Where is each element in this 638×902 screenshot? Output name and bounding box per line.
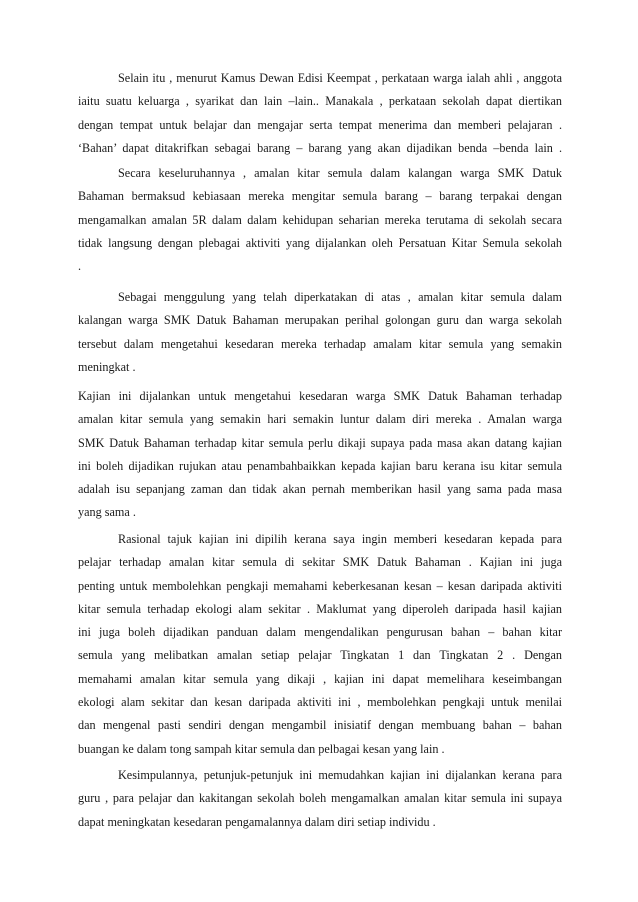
text-line: Sebagai menggulung yang telah diperkatakan di atas , amalan kitar semula dalam (118, 290, 562, 304)
text-line: ekologi alam sekitar dan kesan daripada aktiviti ini , membolehkan pengkaji untuk menilai (78, 695, 562, 710)
paragraph-6 (78, 764, 562, 834)
text-line: dengan tempat untuk belajar dan mengajar serta tempat menerima dan memberi pelajaran . (78, 117, 562, 132)
text-line: tersebut dalam mengetahui kesedaran mereka terhadap amalam kitar semula yang semakin (78, 336, 562, 351)
text-line: yang sama . (78, 505, 136, 520)
text-line: dan mengenal pasti sendiri dengan mengambil inisiatif dengan membuang bahan – bahan (78, 718, 562, 733)
text-line: dapat meningkatan kesedaran pengamalannya dalam diri setiap individu . (78, 814, 436, 829)
paragraph-3 (78, 286, 562, 379)
text-line: amalan kitar semula yang semakin hari semakin luntur dalam diri mereka . Amalan warga (78, 412, 562, 427)
text-line: semula yang melibatkan amalan setiap pelajar Tingkatan 1 dan Tingkatan 2 . Dengan (78, 648, 562, 663)
text-line: kitar semula terhadap ekologi alam sekitar . Maklumat yang diperoleh daripada hasil kajian (78, 601, 562, 616)
text-line: memahami amalan kitar semula yang dikaji , kajian ini dapat memelihara keseimbangan (78, 671, 562, 686)
text-line: mengamalkan amalan 5R dalam dalam kehidupan seharian mereka terutama di sekolah secara (78, 212, 562, 227)
text-line: . (78, 259, 82, 274)
paragraph-5 (78, 528, 562, 761)
text-line: buangan ke dalam tong sampah kitar semula dan pelbagai kesan yang lain . (78, 741, 445, 756)
text-line: pelajar terhadap amalan kitar semula di sekitar SMK Datuk Bahaman . Kajian ini juga (78, 555, 562, 570)
text-line: SMK Datuk Bahaman terhadap kitar semula perlu dikaji supaya pada masa akan datang kajian (78, 435, 562, 450)
text-line: penting untuk membolehkan pengkaji memahami keberkesanan kesan – kesan daripada aktiviti (78, 578, 562, 593)
paragraph-1 (78, 67, 562, 160)
text-line: Kesimpulannya, petunjuk-petunjuk ini memudahkan kajian ini dijalankan kerana para (118, 768, 562, 782)
text-line: Selain itu , menurut Kamus Dewan Edisi Keempat , perkataan warga ialah ahli , anggota (118, 71, 562, 85)
text-line: ‘Bahan’ dapat ditakrifkan sebagai barang – barang yang akan dijadikan benda –benda lain . (78, 140, 562, 155)
text-line: ini juga boleh dijadikan panduan dalam mengendalikan pengurusan bahan – bahan kitar (78, 625, 562, 640)
text-line: ini boleh dijadikan rujukan atau penambahbaikkan kepada kajian baru kerana isu kitar semula (78, 458, 562, 473)
text-line: guru , para pelajar dan kakitangan sekolah boleh mengamalkan amalan kitar semula ini supaya (78, 791, 562, 806)
text-line: kalangan warga SMK Datuk Bahaman merupakan perihal golongan guru dan warga sekolah (78, 313, 562, 328)
text-line: Rasional tajuk kajian ini dipilih kerana saya ingin memberi kesedaran kepada para (118, 532, 562, 546)
text-line: tidak langsung dengan plebagai aktiviti yang dijalankan oleh Persatuan Kitar Semula sekolah (78, 235, 562, 250)
text-line: iaitu suatu keluarga , syarikat dan lain –lain.. Manakala , perkataan sekolah dapat diertikan (78, 94, 562, 109)
text-line: Kajian ini dijalankan untuk mengetahui kesedaran warga SMK Datuk Bahaman terhadap (78, 389, 562, 403)
text-line: Bahaman bermaksud kebiasaan mereka mengitar semula barang – barang terpakai dengan (78, 189, 562, 204)
text-line: adalah isu sepanjang zaman dan tidak akan pernah memberikan hasil yang sama pada masa (78, 482, 562, 497)
text-line: Secara keseluruhannya , amalan kitar semula dalam kalangan warga SMK Datuk (118, 166, 562, 180)
paragraph-2 (78, 162, 562, 278)
text-line: meningkat . (78, 359, 136, 374)
paragraph-4 (78, 385, 562, 525)
